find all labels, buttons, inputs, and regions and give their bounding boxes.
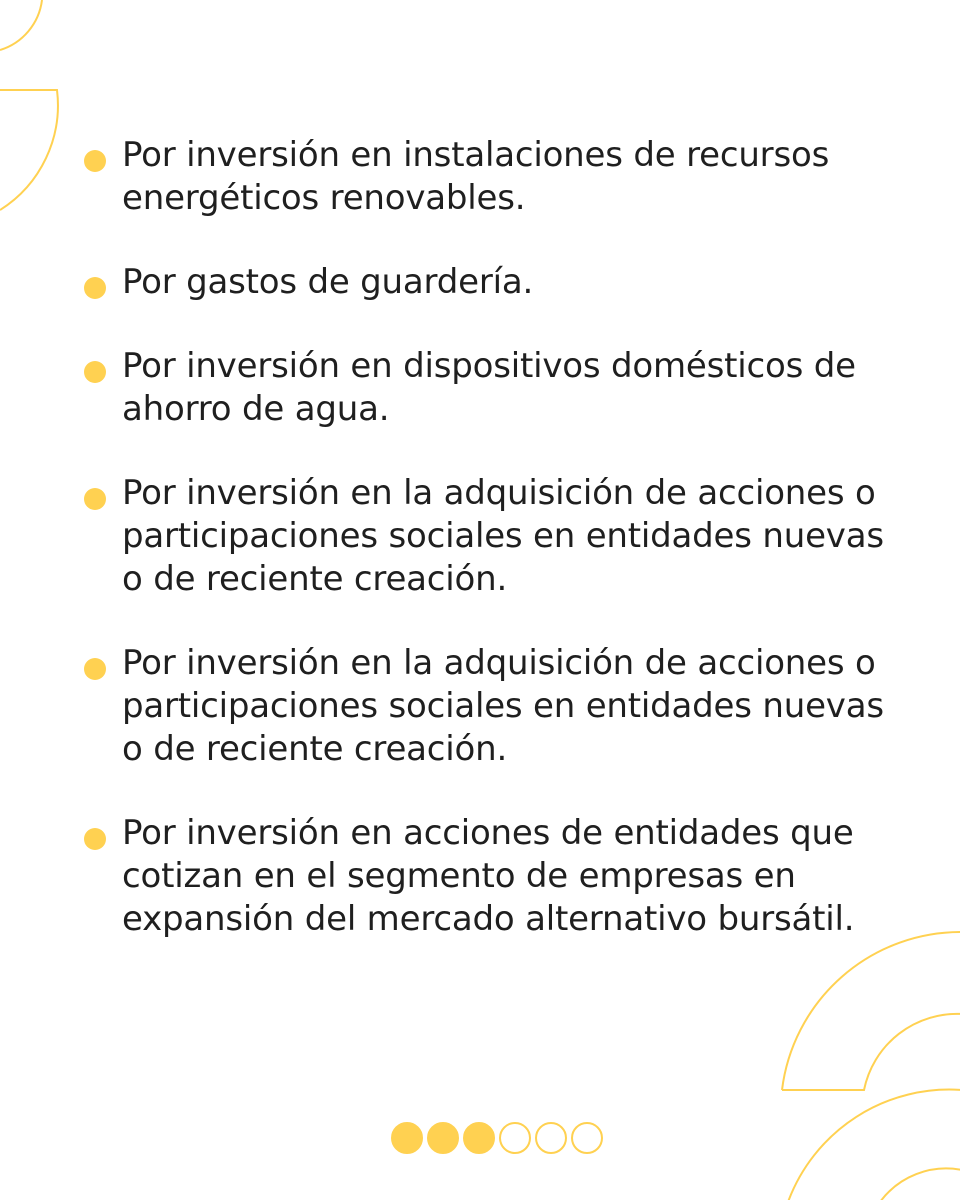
bullet-text: Por inversión en acciones de entidades que cotizan en el segmento de empresas en expansión del mercado alternativo bursátil. bbox=[122, 813, 855, 939]
bullet-text: Por inversión en la adquisición de acciones o participaciones sociales en entidades nuevas o de reciente creación. bbox=[122, 643, 884, 769]
pagination-dot-1[interactable] bbox=[391, 1122, 423, 1154]
bullet-dot-icon bbox=[84, 488, 106, 510]
bullet-item bbox=[84, 345, 914, 431]
bullet-item bbox=[84, 134, 914, 220]
bullet-text: Por inversión en la adquisición de acciones o participaciones sociales en entidades nuevas o de reciente creación. bbox=[122, 473, 884, 599]
bullet-dot-icon bbox=[84, 361, 106, 383]
bottom-right-arc-medium bbox=[782, 1014, 960, 1090]
pagination-dot-5[interactable] bbox=[535, 1122, 567, 1154]
bullet-text: Por inversión en dispositivos domésticos de ahorro de agua. bbox=[122, 346, 856, 429]
pagination-dot-2[interactable] bbox=[427, 1122, 459, 1154]
bottom-right-arc-large bbox=[782, 932, 960, 1090]
bullet-item bbox=[84, 261, 914, 304]
bottom-right-arc-small bbox=[880, 1168, 960, 1200]
bullet-text: Por inversión en instalaciones de recursos energéticos renovables. bbox=[122, 135, 830, 218]
bullet-dot-icon bbox=[84, 150, 106, 172]
bullet-item bbox=[84, 472, 914, 601]
bullet-dot-icon bbox=[84, 828, 106, 850]
bottom-right-arc-lower bbox=[788, 1090, 960, 1200]
pagination-dot-3[interactable] bbox=[463, 1122, 495, 1154]
bullet-item bbox=[84, 642, 914, 771]
bullet-dot-icon bbox=[84, 277, 106, 299]
top-left-arc-outer bbox=[0, 90, 58, 210]
pagination-dot-6[interactable] bbox=[571, 1122, 603, 1154]
top-left-arc-inner bbox=[0, 0, 42, 50]
pagination-dot-4[interactable] bbox=[499, 1122, 531, 1154]
bullet-list bbox=[84, 134, 914, 941]
bullet-item bbox=[84, 812, 914, 941]
bullet-dot-icon bbox=[84, 658, 106, 680]
carousel-pagination bbox=[391, 1122, 603, 1156]
bullet-text: Por gastos de guardería. bbox=[122, 262, 534, 302]
